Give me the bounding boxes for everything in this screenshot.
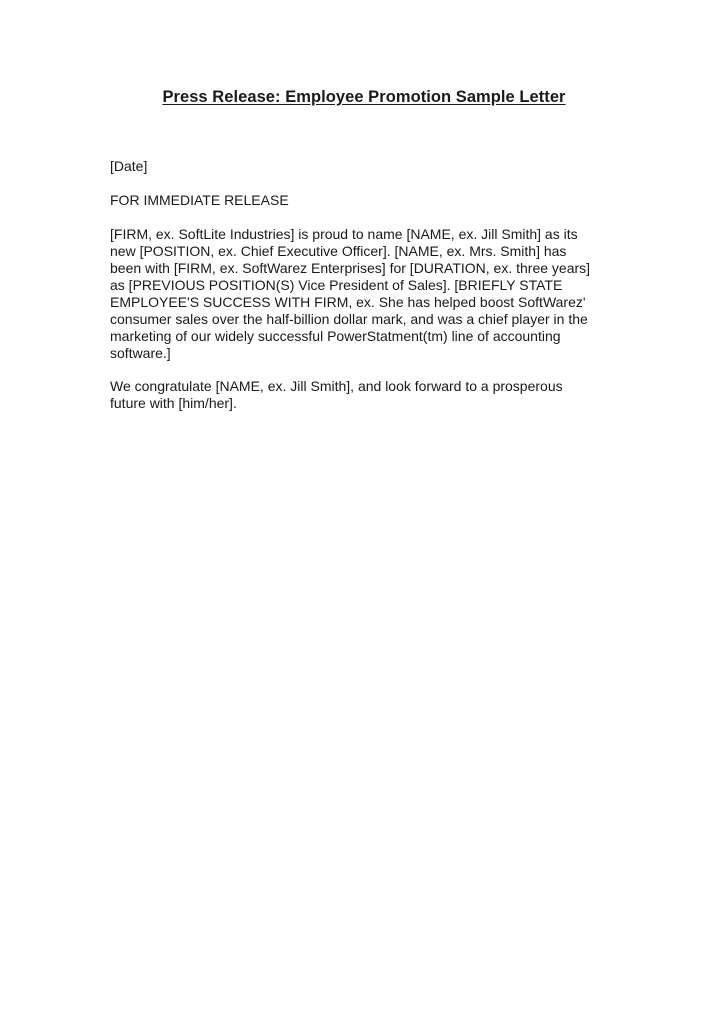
- paragraph-line: new [POSITION, ex. Chief Executive Officer]. [NAME, ex. Mrs. Smith] has: [110, 243, 567, 259]
- paragraph-line: software.]: [110, 345, 171, 361]
- release-line: FOR IMMEDIATE RELEASE: [110, 192, 289, 208]
- congratulation-paragraph: [110, 378, 630, 412]
- paragraph-line: EMPLOYEE'S SUCCESS WITH FIRM, ex. She has helped boost SoftWarez': [110, 294, 586, 310]
- paragraph-line: marketing of our widely successful PowerStatment(tm) line of accounting: [110, 328, 561, 344]
- paragraph-line: We congratulate [NAME, ex. Jill Smith], and look forward to a prosperous: [110, 378, 563, 394]
- date-placeholder: [Date]: [110, 158, 148, 174]
- document-title: Press Release: Employee Promotion Sample Letter: [162, 88, 566, 106]
- paragraph-line: as [PREVIOUS POSITION(S) Vice President of Sales]. [BRIEFLY STATE: [110, 277, 563, 293]
- announcement-paragraph: [110, 226, 630, 362]
- paragraph-line: consumer sales over the half-billion dollar mark, and was a chief player in the: [110, 311, 588, 327]
- paragraph-line: future with [him/her].: [110, 395, 237, 411]
- paragraph-line: [FIRM, ex. SoftLite Industries] is proud to name [NAME, ex. Jill Smith] as its: [110, 226, 578, 242]
- paragraph-line: been with [FIRM, ex. SoftWarez Enterprises] for [DURATION, ex. three years]: [110, 260, 591, 276]
